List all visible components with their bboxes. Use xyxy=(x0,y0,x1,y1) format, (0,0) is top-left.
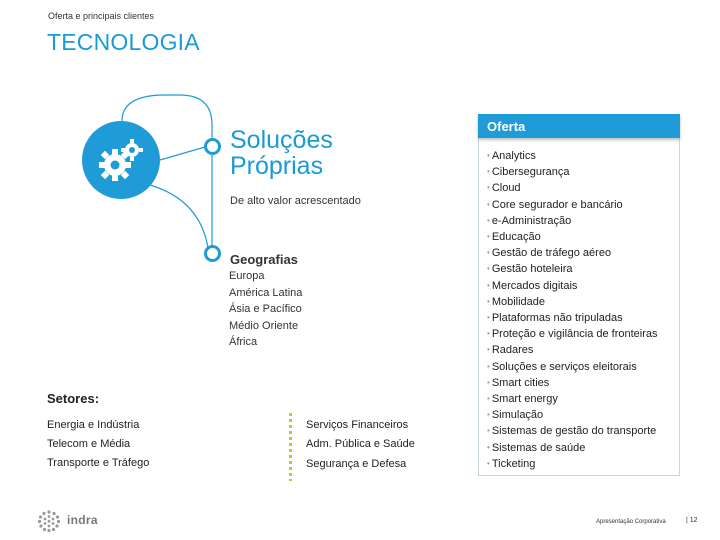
list-item: América Latina xyxy=(229,286,303,299)
oferta-list xyxy=(487,148,658,472)
solucoes-circle xyxy=(82,121,160,199)
list-item: • Smart energy xyxy=(487,391,658,407)
list-item: Europa xyxy=(229,270,265,282)
list-item: • Gestão de tráfego aéreo xyxy=(487,245,658,261)
list-item: • Mobilidade xyxy=(487,294,658,310)
footer-text: Apresentação Corporativa xyxy=(596,519,666,525)
list-item: • Analytics xyxy=(487,148,658,164)
sector-item: Energia e Indústria xyxy=(47,419,140,431)
sector-item: Telecom e Média xyxy=(47,438,131,450)
list-item: Médio Oriente xyxy=(229,319,299,332)
solucoes-marker-icon xyxy=(204,138,221,155)
indra-logo-icon xyxy=(37,509,61,533)
sector-item: Adm. Pública e Saúde xyxy=(306,438,415,450)
sector-item: Segurança e Defesa xyxy=(306,458,407,470)
sector-item: Serviços Financeiros xyxy=(306,419,409,431)
geografias-list xyxy=(229,268,302,351)
list-item: • Proteção e vigilância de fronteiras xyxy=(487,326,658,342)
list-item: África xyxy=(229,336,258,348)
list-item: Ásia e Pacífico xyxy=(229,303,302,315)
footer-brand: indra xyxy=(67,513,98,527)
sectors-divider xyxy=(289,413,292,481)
page-number: | 12 xyxy=(686,517,698,524)
geografias-marker-icon xyxy=(204,245,221,262)
list-item: • Cibersegurança xyxy=(487,164,658,180)
list-item: • Smart cities xyxy=(487,375,658,391)
list-item: • Radares xyxy=(487,342,658,358)
oferta-title: Oferta xyxy=(478,114,680,138)
list-item: • Plataformas não tripuladas xyxy=(487,310,658,326)
list-item: • Educação xyxy=(487,229,658,245)
breadcrumb: Oferta e principais clientes xyxy=(48,11,155,21)
geografias-heading: Geografias xyxy=(230,252,298,267)
list-item: • Sistemas de gestão do transporte xyxy=(487,423,658,439)
list-item: • Soluções e serviços eleitorais xyxy=(487,359,658,375)
gears-icon xyxy=(82,121,160,199)
solucoes-heading: Soluções Próprias xyxy=(230,126,333,180)
list-item: • Simulação xyxy=(487,407,658,423)
page-title: TECNOLOGIA xyxy=(47,29,200,55)
list-item: • Cloud xyxy=(487,180,658,196)
list-item: • Mercados digitais xyxy=(487,278,658,294)
list-item: • e-Administração xyxy=(487,213,658,229)
setores-heading: Setores: xyxy=(47,391,100,406)
sector-item: Transporte e Tráfego xyxy=(47,457,150,469)
list-item: • Core segurador e bancário xyxy=(487,197,658,213)
list-item: • Gestão hoteleira xyxy=(487,261,658,277)
list-item: • Sistemas de saúde xyxy=(487,440,658,456)
list-item: • Ticketing xyxy=(487,456,658,472)
solucoes-description: De alto valor acrescentado xyxy=(230,195,361,207)
